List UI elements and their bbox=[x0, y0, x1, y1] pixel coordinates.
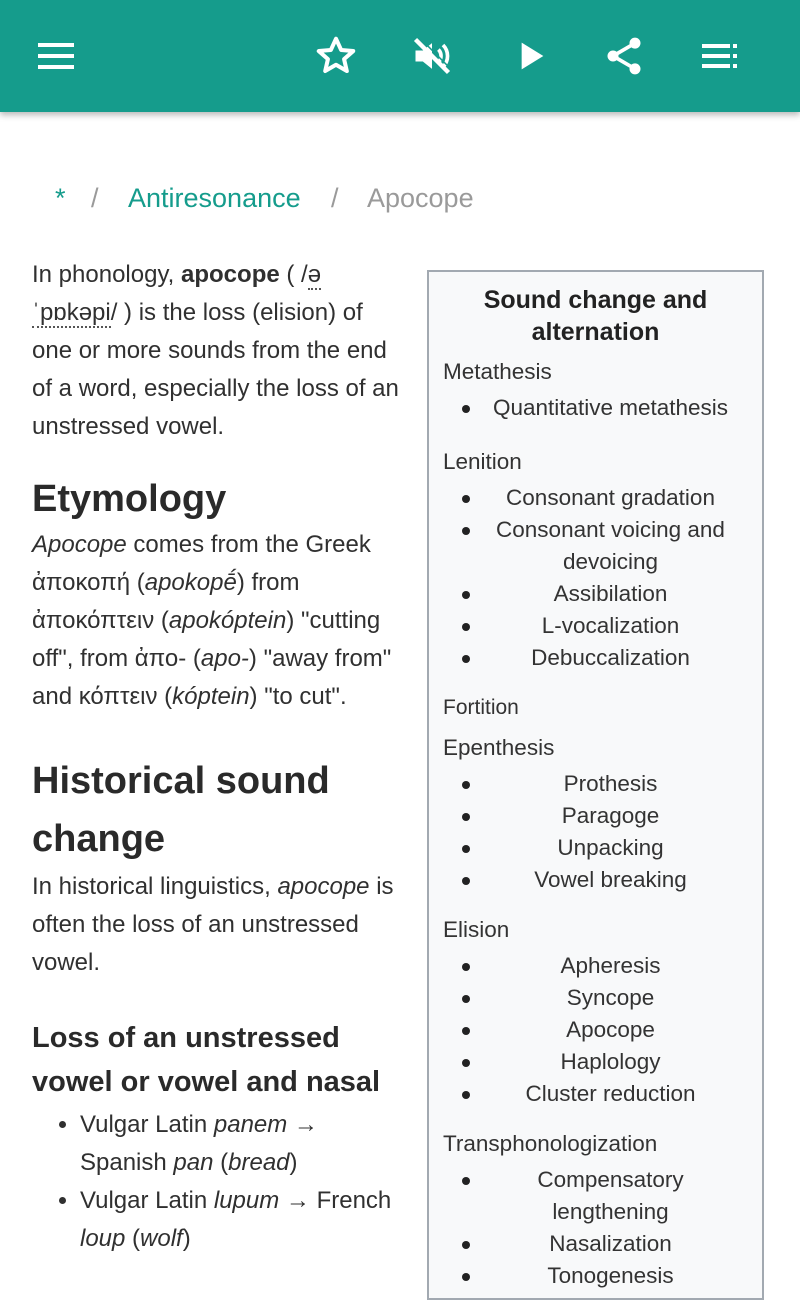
bullet-icon bbox=[462, 1059, 470, 1067]
heading-loss-unstressed: Loss of an unstressed vowel or vowel and nasal bbox=[32, 1022, 381, 1098]
bullet-icon bbox=[462, 1091, 470, 1099]
bullet-icon bbox=[462, 405, 470, 413]
infobox-item[interactable]: Compensatory lengthening bbox=[429, 1164, 762, 1228]
bullet-icon bbox=[462, 995, 470, 1003]
heading-etymology: Etymology bbox=[32, 478, 227, 520]
infobox-item[interactable]: Consonant gradation bbox=[429, 482, 762, 514]
infobox-item[interactable]: Assibilation bbox=[429, 578, 762, 610]
play-icon[interactable] bbox=[502, 28, 558, 84]
historical-paragraph: In historical linguistics, apocope is often the loss of an unstressed vowel. bbox=[32, 873, 394, 976]
breadcrumb-separator: / bbox=[91, 183, 99, 213]
bullet-icon bbox=[462, 591, 470, 599]
infobox-group-elision[interactable]: Elision bbox=[443, 917, 510, 942]
app-toolbar bbox=[0, 0, 800, 112]
sound-change-infobox bbox=[427, 270, 764, 1300]
menu-icon[interactable] bbox=[28, 28, 84, 84]
infobox-item[interactable]: Apheresis bbox=[429, 950, 762, 982]
infobox-list bbox=[429, 768, 762, 896]
list-item: • Vulgar Latin lupum → French loup (wolf) bbox=[80, 1182, 406, 1258]
breadcrumb bbox=[0, 176, 800, 220]
bullet-icon bbox=[462, 1241, 470, 1249]
infobox-list bbox=[429, 392, 762, 424]
breadcrumb-current: Apocope bbox=[367, 183, 474, 213]
list-item: • Vulgar Latin panem → Spanish pan (bread) bbox=[80, 1106, 406, 1182]
share-icon[interactable] bbox=[596, 28, 652, 84]
infobox-item[interactable]: Apocope bbox=[429, 1014, 762, 1046]
etymology-paragraph: Apocope comes from the Greek ἀποκοπή (apokopḗ) from ἀποκόπτειν (apokóptein) "cutting off", from ἀπο- (apo-) "away from" and κόπτειν (kóptein) "to cut". bbox=[32, 531, 392, 710]
infobox-item[interactable]: Syncope bbox=[429, 982, 762, 1014]
infobox-title: Sound change and alternation bbox=[483, 286, 708, 346]
infobox-item[interactable]: Cluster reduction bbox=[429, 1078, 762, 1110]
heading-historical-sound-change: Historical sound change bbox=[32, 760, 330, 860]
bullet-icon bbox=[462, 623, 470, 631]
infobox-list bbox=[429, 1164, 762, 1292]
infobox-item[interactable]: Debuccalization bbox=[429, 642, 762, 674]
bullet-icon bbox=[462, 495, 470, 503]
breadcrumb-separator: / bbox=[331, 183, 339, 213]
loss-example-list bbox=[32, 1106, 406, 1258]
infobox-group-transphonologization[interactable]: Transphonologization bbox=[443, 1131, 658, 1156]
infobox-item[interactable]: Unpacking bbox=[429, 832, 762, 864]
infobox-item[interactable]: Quantitative metathesis bbox=[429, 392, 762, 424]
breadcrumb-root-link[interactable]: * bbox=[55, 183, 66, 213]
infobox-list bbox=[429, 482, 762, 674]
ipa-link[interactable]: ˈpɒkəpi bbox=[32, 299, 111, 326]
infobox-item[interactable]: Prothesis bbox=[429, 768, 762, 800]
infobox-item[interactable]: Nasalization bbox=[429, 1228, 762, 1260]
bullet-icon bbox=[462, 527, 470, 535]
bullet-icon bbox=[462, 813, 470, 821]
bullet-icon bbox=[462, 877, 470, 885]
infobox-item[interactable]: L-vocalization bbox=[429, 610, 762, 642]
ipa-link[interactable]: ə bbox=[307, 261, 322, 288]
term-bold: apocope bbox=[181, 261, 280, 288]
infobox-item[interactable]: Tonogenesis bbox=[429, 1260, 762, 1292]
infobox-group-fortition[interactable]: Fortition bbox=[443, 696, 519, 719]
mute-icon[interactable] bbox=[404, 28, 460, 84]
bullet-icon bbox=[462, 1177, 470, 1185]
bullet-icon bbox=[462, 963, 470, 971]
breadcrumb-parent-link[interactable]: Antiresonance bbox=[128, 183, 301, 213]
infobox-group-metathesis[interactable]: Metathesis bbox=[443, 359, 552, 384]
intro-paragraph: In phonology, apocope ( /ə ˈpɒkəpi/ ) is the loss (elision) of one or more sounds from the end of a word, especially the loss of an unstressed vowel. bbox=[32, 261, 399, 440]
bullet-icon bbox=[462, 845, 470, 853]
infobox-group-epenthesis[interactable]: Epenthesis bbox=[443, 735, 555, 760]
infobox-item[interactable]: Consonant voicing and devoicing bbox=[429, 514, 762, 578]
infobox-item[interactable]: Vowel breaking bbox=[429, 864, 762, 896]
article-body bbox=[32, 256, 406, 1258]
infobox-item[interactable]: Haplology bbox=[429, 1046, 762, 1078]
star-icon[interactable] bbox=[308, 28, 364, 84]
bullet-icon bbox=[462, 655, 470, 663]
infobox-item[interactable]: Paragoge bbox=[429, 800, 762, 832]
infobox-list bbox=[429, 950, 762, 1110]
bullet-icon bbox=[462, 781, 470, 789]
bullet-icon bbox=[462, 1027, 470, 1035]
list-icon[interactable] bbox=[692, 28, 748, 84]
infobox-group-lenition[interactable]: Lenition bbox=[443, 449, 522, 474]
